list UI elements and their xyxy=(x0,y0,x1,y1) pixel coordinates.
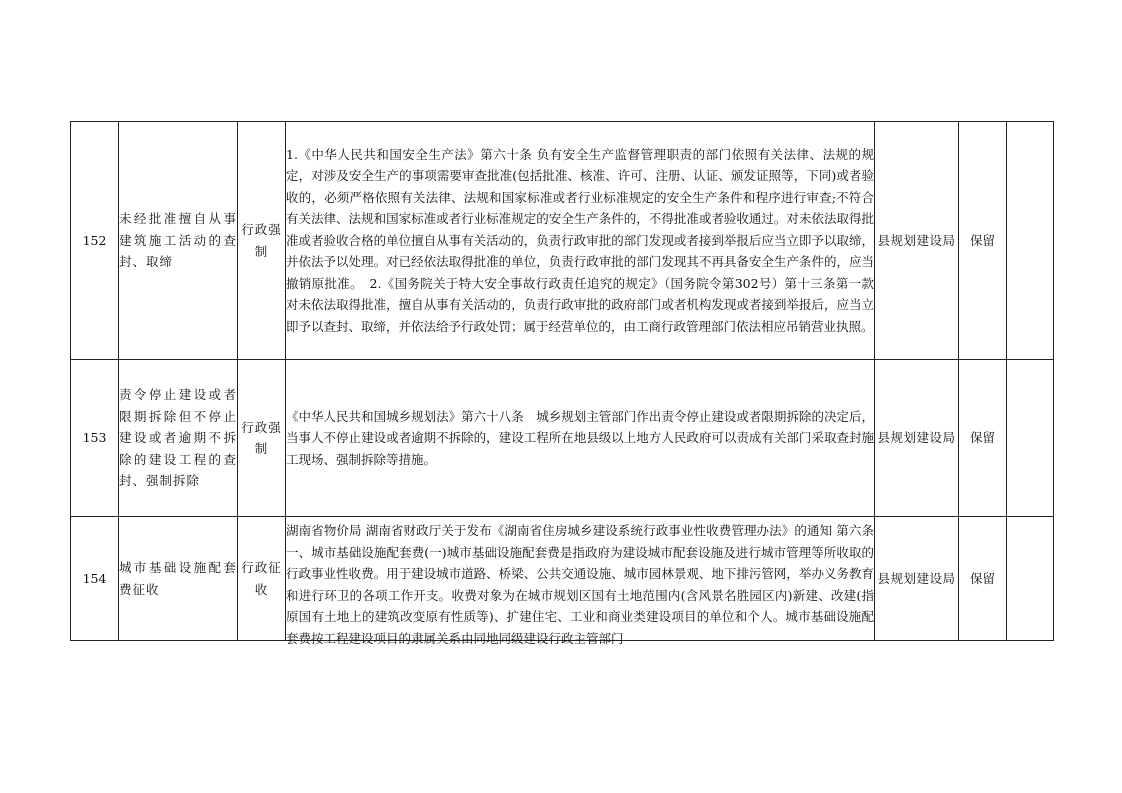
item-legal-basis-text: 《中华人民共和国城乡规划法》第六十八条 城乡规划主管部门作出责令停止建设或者限期拆除的决定后，当事人不停止建设或者逾期不拆除的，建设工程所在地县级以上地方人民政府可以责成有关部门采取查封施工现场、强制拆除等措施。 xyxy=(286,408,874,467)
item-type: 行政强制 xyxy=(238,122,286,360)
item-note xyxy=(1007,122,1054,360)
item-name: 责令停止建设或者限期拆除但不停止建设或者逾期不拆除的建设工程的查封、强制拆除 xyxy=(119,360,238,517)
item-legal-basis xyxy=(286,517,875,646)
item-note xyxy=(1007,517,1054,641)
item-number: 153 xyxy=(71,360,119,517)
power-list-table xyxy=(70,121,1054,646)
item-decision: 保留 xyxy=(959,122,1007,360)
item-department: 县规划建设局 xyxy=(875,517,959,641)
item-name: 城市基础设施配套费征收 xyxy=(119,517,238,641)
item-number: 154 xyxy=(71,517,119,641)
item-legal-basis xyxy=(286,360,875,517)
item-decision: 保留 xyxy=(959,517,1007,641)
item-type: 行政征收 xyxy=(238,517,286,641)
item-number: 152 xyxy=(71,122,119,360)
item-type: 行政强制 xyxy=(238,360,286,517)
table-row xyxy=(71,360,1054,517)
item-legal-basis-text: 1.《中华人民共和国安全生产法》第六十条 负有安全生产监督管理职责的部门依照有关法律、法规的规定，对涉及安全生产的事项需要审查批准(包括批准、核准、许可、注册、认证、颁发证照等，下同)或者验收的，必须严格依照有关法律、法规和国家标准或者行业标准规定的安全生产条件和程序进行审查;不符合有关法律、法规和国家标准或者行业标准规定的安全生产条件的，不得批准或者验收通过。对未依法取得批准或者验收合格的单位擅自从事有关活动的，负责行政审批的部门发现或者接到举报后应当立即予以取缔，并依法予以处理。对已经依法取得批准的单位，负责行政审批的部门发现其不再具备安全生产条件的，应当撤销原批准。 2.《国务院关于特大安全事故行政责任追究的规定》（国务院令第302号）第十三条第一款 对未依法取得批准，擅自从事有关活动的，负责行政审批的政府部门或者机构发现或者接到举报后，应当立即予以查封、取缔，并依法给予行政处罚；属于经营单位的，由工商行政管理部门依法相应吊销营业执照。 xyxy=(286,146,874,334)
item-department: 县规划建设局 xyxy=(875,122,959,360)
item-name: 未经批准擅自从事建筑施工活动的查封、取缔 xyxy=(119,122,238,360)
item-note xyxy=(1007,360,1054,517)
item-legal-basis xyxy=(286,122,875,360)
table-row xyxy=(71,517,1054,641)
item-decision: 保留 xyxy=(959,360,1007,517)
item-department: 县规划建设局 xyxy=(875,360,959,517)
item-legal-basis-text: 湖南省物价局 湖南省财政厅关于发布《湖南省住房城乡建设系统行政事业性收费管理办法》的通知 第六条 一、城市基础设施配套费(一)城市基础设施配套费是指政府为建设城市配套设施及进行城市管理等所收取的行政事业性收费。用于建设城市道路、桥梁、公共交通设施、城市园林景观、地下排污管网，举办义务教育和进行环卫的各项工作开支。收费对象为在城市规划区国有土地范围内(含风景名胜园区内)新建、改建(指原国有土地上的建筑改变原有性质等)、扩建住宅、工业和商业类建设项目的单位和个人。城市基础设施配套费按工程建设项目的隶属关系由同地同级建设行政主管部门 xyxy=(286,523,874,646)
table-row xyxy=(71,122,1054,360)
